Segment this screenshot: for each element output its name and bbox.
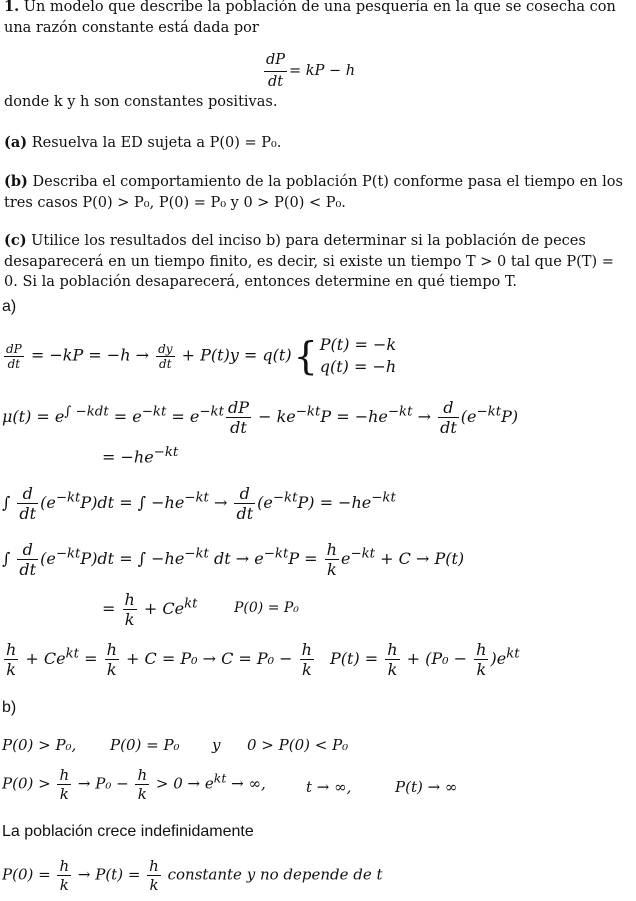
solution-line-9: P(0) > $\frac{h}{k}$ → P₀ − $\frac{h}{k}$ > $0 \to e^{kt}$ → ∞, xyxy=(2,766,266,803)
part-c-statement: (c) Utilice los resultados del inciso b) para determinar si la población de peces desaparecerá en un tiempo finito, es decir, si existe un tiempo T > 0 tal que P(T) = 0. Si la población desaparecerá, entonces determine en qué tiempo T. xyxy=(4,232,614,291)
solution-line-1: $\frac{dP}{dt}$ = −kP = −h → $\frac{dy}{dt}$ + P(t)y = q(t){ P(t) = −k q(t) = −h xyxy=(6,334,397,378)
solution-a-heading: a) xyxy=(2,298,17,315)
initial-condition: P(0) = P₀ xyxy=(234,600,299,616)
solution-line-7-result: P(t) = $\frac{h}{k}$ + (P₀ − $\frac{h}{k}$ )$e^{kt}$ xyxy=(330,640,520,679)
solution-line-6: = $\frac{h}{k}$ + $Ce^{kt}$ xyxy=(102,590,198,629)
solution-b-heading: b) xyxy=(2,699,17,716)
model-equation: $\frac{dP}{dt}$ = kP − h xyxy=(262,50,355,92)
constants-text: donde k y h son constantes positivas. xyxy=(4,94,278,110)
solution-line-3: = $-he^{-kt}$ xyxy=(102,445,179,467)
equation-fraction: $\frac{dP}{dt}$ xyxy=(266,52,286,90)
part-b-statement: (b) Describa el comportamiento de la población P(t) conforme pasa el tiempo en los tres casos P(0) > P₀, P(0) = P₀ y 0 > P(0) < P₀. xyxy=(4,173,623,211)
solution-line-4: ∫ $\frac{d}{dt}$ $(e^{-kt}P)dt$ = ∫ $-he^{-kt}$ → $\frac{d}{dt}$ $(e^{-kt}P) = -he^{-kt}$ xyxy=(2,484,396,523)
solution-line-8c: y xyxy=(212,736,221,754)
solution-line-11: P(0) = $\frac{h}{k}$ → P(t) = $\frac{h}{k}$ constante y no depende de t xyxy=(2,857,383,894)
solution-line-7: $\frac{h}{k}$ + $Ce^{kt}$ = $\frac{h}{k}$ + C = P₀ → C = P₀ − $\frac{h}{k}$ xyxy=(6,640,312,679)
solution-line-10: La población crece indefinidamente xyxy=(2,823,254,840)
problem-number: 1. xyxy=(4,0,20,15)
solution-line-8: P(0) > P₀, xyxy=(2,736,77,754)
left-brace: { xyxy=(293,334,318,378)
solution-line-9c: P(t) → ∞ xyxy=(395,778,458,796)
problem-intro xyxy=(4,0,628,38)
solution-line-8b: P(0) = P₀ xyxy=(110,736,180,754)
solution-line-8d: 0 > P(0) < P₀ xyxy=(247,736,349,754)
solution-line-5: ∫ $\frac{d}{dt}$ $(e^{-kt}P)dt$ = ∫ $-he^{-kt}$ dt → $e^{-kt}P$ = $\frac{h}{k}$ $e^{-kt} + C \to P(t)$ xyxy=(2,540,465,579)
part-a-statement: (a) Resuelva la ED sujeta a P(0) = P₀. xyxy=(4,134,282,151)
cases: P(t) = −k q(t) = −h xyxy=(319,335,397,376)
solution-line-9b: t → ∞, xyxy=(306,778,352,796)
problem-intro-text: Un modelo que describe la población de una pesquería en la que se cosecha con una razón constante está dada por xyxy=(4,0,616,36)
solution-line-2: $\mu(t) = e^{\int -kdt} = e^{-kt} = e^{-kt}$ $\frac{dP}{dt}$ − $ke^{-kt}P = -he^{-kt}$ → $\frac{d}{dt}$ $(e^{-kt}P)$ xyxy=(2,398,519,437)
